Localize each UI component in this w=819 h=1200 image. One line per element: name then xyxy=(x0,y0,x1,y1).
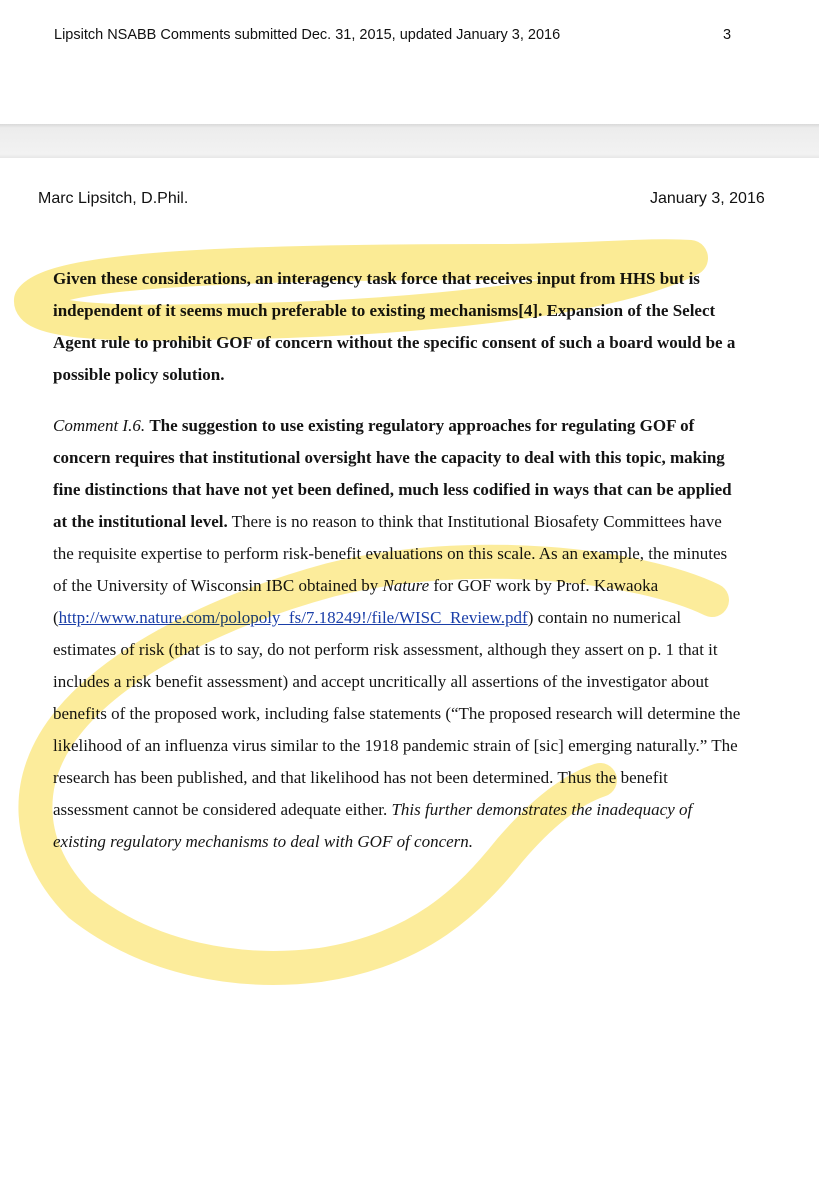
comment-text-part-a: There is no reason to think that Institutional Biosafety Committees have the requisite expertise to perform risk-benefit evaluations on this scale. As an example, the minutes of the University of Wisconsin IBC obtained by xyxy=(53,512,728,595)
comment-text-part-b: for GOF work by Prof. Kawaoka ( xyxy=(53,576,659,627)
nature-journal-name: Nature xyxy=(382,576,430,595)
page-separator xyxy=(0,124,819,158)
paragraph-comment-i6 xyxy=(53,410,743,858)
paragraph-task-force-text: Given these considerations, an interagency task force that receives input from HHS but is independent of it seems much preferable to existing mechanisms[4]. Expansion of the Select Agent rule to prohibit GOF of concern without the specific consent of such a board would be a possible policy solution. xyxy=(53,269,736,384)
paragraph-task-force xyxy=(53,263,743,391)
comment-bold-statement: The suggestion to use existing regulatory approaches for regulating GOF of concern requires that institutional oversight have the capacity to deal with this topic, making fine distinctions that have not yet been defined, much less codified in ways that can be applied at the institutional level. xyxy=(53,416,732,531)
comment-label: Comment I.6. xyxy=(53,416,146,435)
wisc-review-link[interactable]: http://www.nature.com/polopoly_fs/7.18249!/file/WISC_Review.pdf xyxy=(58,608,528,627)
comment-conclusion: This further demonstrates the inadequacy of existing regulatory mechanisms to deal with GOF of concern. xyxy=(53,800,693,851)
running-header-title: Lipsitch NSABB Comments submitted Dec. 31, 2015, updated January 3, 2016 xyxy=(54,27,561,43)
previous-page-footer-area xyxy=(0,0,819,124)
document-date: January 3, 2016 xyxy=(650,190,765,207)
page-number: 3 xyxy=(723,27,732,43)
author-name: Marc Lipsitch, D.Phil. xyxy=(38,190,189,207)
comment-text-part-c: ) contain no numerical estimates of risk (that is to say, do not perform risk assessment, although they assert on p. 1 that it includes a risk benefit assessment) and accept uncritically all assertions of the investigator about benefits of the proposed work, including false statements (“The proposed research will determine the likelihood of an influenza virus similar to the 1918 pandemic strain of [sic] emerging naturally.” The research has been published, and that likelihood has not been determined. Thus the benefit assessment cannot be considered adequate either. xyxy=(53,608,741,819)
